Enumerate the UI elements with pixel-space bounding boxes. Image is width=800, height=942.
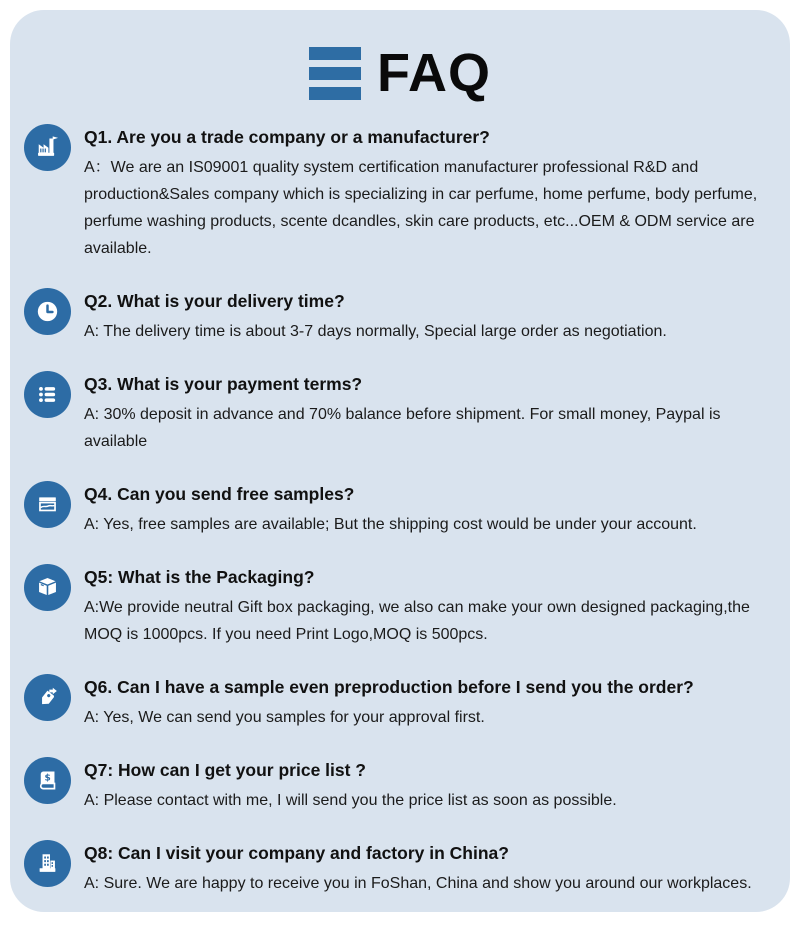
- faq-content: [84, 371, 776, 455]
- list-icon: [24, 371, 71, 418]
- photo-chart-icon: [24, 481, 71, 528]
- page-title: FAQ: [376, 43, 491, 103]
- faq-answer: A: The delivery time is about 3-7 days normally, Special large order as negotiation.: [84, 323, 667, 340]
- faq-content: [84, 288, 776, 345]
- faq-content: [84, 481, 776, 538]
- faq-content: [84, 124, 776, 262]
- price-book-icon: [24, 757, 71, 804]
- faq-answer: A:We provide neutral Gift box packaging, we also can make your own designed packaging,the MOQ is 1000pcs. If you need Print Logo,MOQ is 500pcs.: [84, 599, 750, 643]
- faq-item-q6: [24, 674, 776, 731]
- faq-question: Q3. What is your payment terms?: [84, 374, 363, 394]
- faq-question: Q1. Are you a trade company or a manufacturer?: [84, 127, 490, 147]
- faq-answer: A: Yes, We can send you samples for your approval first.: [84, 709, 485, 726]
- factory-icon: [24, 124, 71, 171]
- faq-item-q3: [24, 371, 776, 455]
- faq-card: [10, 10, 790, 912]
- faq-item-q4: [24, 481, 776, 538]
- faq-question: Q8: Can I visit your company and factory in China?: [84, 843, 509, 863]
- faq-answer: A: Yes, free samples are available; But the shipping cost would be under your account.: [84, 516, 697, 533]
- clock-icon: [24, 288, 71, 335]
- faq-answer: A: 30% deposit in advance and 70% balance before shipment. For small money, Paypal is available: [84, 406, 721, 450]
- faq-answer: A: Please contact with me, I will send you the price list as soon as possible.: [84, 792, 617, 809]
- faq-answer: A: Sure. We are happy to receive you in FoShan, China and show you around our workplaces.: [84, 875, 752, 892]
- faq-question: Q2. What is your delivery time?: [84, 291, 345, 311]
- faq-content: [84, 757, 776, 814]
- tag-arrow-icon: [24, 674, 71, 721]
- faq-item-q8: [24, 840, 776, 897]
- faq-item-q1: [24, 124, 776, 262]
- header: [22, 43, 778, 103]
- faq-item-q5: [24, 564, 776, 648]
- faq-question: Q5: What is the Packaging?: [84, 567, 315, 587]
- faq-item-q2: [24, 288, 776, 345]
- faq-content: [84, 840, 776, 897]
- package-box-icon: [24, 564, 71, 611]
- hamburger-bars-icon: [309, 47, 361, 100]
- faq-list: [22, 124, 778, 897]
- faq-question: Q7: How can I get your price list ?: [84, 760, 366, 780]
- faq-question: Q6. Can I have a sample even preproduction before I send you the order?: [84, 677, 694, 697]
- faq-answer: A：We are an IS09001 quality system certification manufacturer professional R&D and production&Sales company which is specializing in car perfume, home perfume, body perfume, perfume washing products, scente dcandles, skin care products, etc...OEM & ODM service are available.: [84, 159, 758, 257]
- svg-text:$: $: [44, 773, 51, 784]
- faq-question: Q4. Can you send free samples?: [84, 484, 355, 504]
- faq-item-q7: [24, 757, 776, 814]
- building-icon: [24, 840, 71, 887]
- faq-content: [84, 564, 776, 648]
- faq-content: [84, 674, 776, 731]
